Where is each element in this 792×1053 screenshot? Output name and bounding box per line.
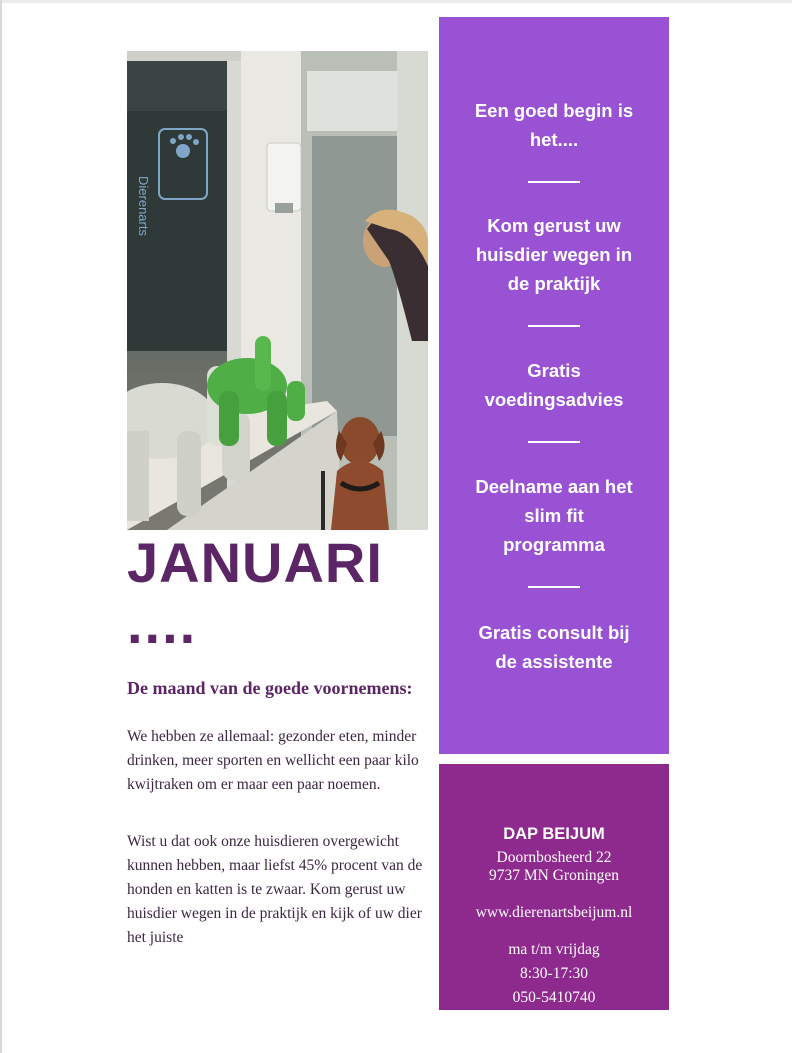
tip-line: de praktijk <box>507 273 601 294</box>
opening-hours: 8:30-17:30 <box>519 965 589 982</box>
tip-line: voedingsadvies <box>484 389 624 410</box>
tip-slim-fit <box>439 472 669 559</box>
tip-line: het.... <box>529 129 579 150</box>
clinic-photo <box>127 51 428 530</box>
tip-line: de assistente <box>495 651 613 672</box>
address-city: 9737 MN Groningen <box>488 867 620 884</box>
tip-line: slim fit <box>524 505 584 526</box>
clinic-photo-illustration <box>127 51 428 530</box>
page-top-edge <box>0 0 792 3</box>
tips-column <box>439 17 669 754</box>
tip-divider <box>528 441 580 443</box>
contact-block <box>439 764 669 1010</box>
tip-line: programma <box>503 534 605 555</box>
tip-good-start <box>439 96 669 154</box>
tip-weigh-pet <box>439 211 669 298</box>
clinic-name: DAP BEIJUM <box>503 825 605 843</box>
month-heading: JANUARI <box>127 531 383 594</box>
section-subtitle: De maand van de goede voornemens: <box>127 678 413 698</box>
tip-divider <box>528 181 580 183</box>
tip-free-consult <box>439 618 669 676</box>
opening-days: ma t/m vrijdag <box>508 941 600 958</box>
tip-line: Kom gerust uw <box>487 215 621 236</box>
tip-line: huisdier wegen in <box>475 244 633 265</box>
heading-dots: .... <box>127 592 198 655</box>
address-street: Doornbosheerd 22 <box>496 849 612 866</box>
tip-line: Gratis <box>527 360 581 381</box>
page-left-edge <box>0 0 2 1053</box>
tip-line: Deelname aan het <box>475 476 633 497</box>
body-paragraph: Wist u dat ook onze huisdieren overgewicht kunnen hebben, maar liefst 45% procent van de honden en katten is te zwaar. Kom gerust uw huisdier wegen in de praktijk en kijk of uw dier het juiste <box>127 833 423 946</box>
tip-divider <box>528 325 580 327</box>
tip-divider <box>528 586 580 588</box>
tip-line: Gratis consult bij <box>478 622 630 643</box>
tip-line: Een goed begin is <box>474 100 634 121</box>
tip-nutrition-advice <box>439 356 669 414</box>
phone-number[interactable]: 050-5410740 <box>512 989 596 1006</box>
window-sign-text: Dierenarts <box>136 176 151 236</box>
website-link[interactable]: www.dierenartsbeijum.nl <box>475 904 633 921</box>
intro-paragraph: We hebben ze allemaal: gezonder eten, minder drinken, meer sporten en wellicht een paar kilo kwijtraken om er maar een paar noemen. <box>127 728 419 793</box>
